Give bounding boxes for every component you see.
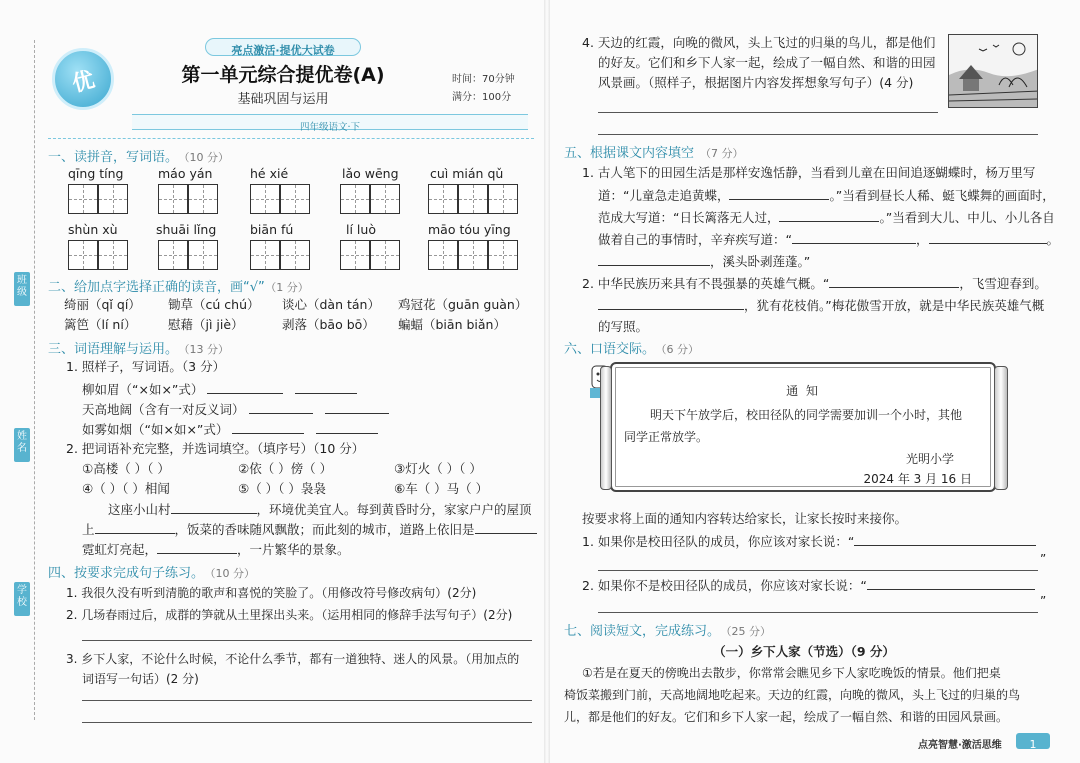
page-title: 第一单元综合提优卷(A) <box>181 64 385 86</box>
answer-blank[interactable] <box>779 208 879 222</box>
side-label-school: 学校 <box>14 582 30 616</box>
section-7-points: （25 分） <box>726 625 772 638</box>
close-quote: ” <box>1040 552 1047 566</box>
para-text: ，一片繁华的景象。 <box>237 542 350 557</box>
header-divider <box>48 138 534 139</box>
answer-box[interactable] <box>68 240 98 270</box>
q5-2-line1 <box>582 274 1047 293</box>
section-6-points: （6 分） <box>661 343 700 356</box>
answer-blank[interactable] <box>929 230 1047 244</box>
q5-text: ，飞雪迎春到。 <box>959 276 1047 291</box>
answer-blank[interactable] <box>295 380 357 394</box>
q6-1 <box>582 532 1036 551</box>
reading-para-line1: ①若是在夏天的傍晚出去散步，你常常会瞧见乡下人家吃晚饭的情景。他们把桌 <box>582 666 1001 680</box>
section-4-points: （10 分） <box>210 567 256 580</box>
answer-blank[interactable] <box>598 296 744 310</box>
answer-box[interactable] <box>370 184 400 214</box>
q3-1b-text: 天高地阔（含有一对反义词） <box>82 402 245 417</box>
notice-line1: 明天下午放学后，校田径队的同学需要加训一个小时，其他 <box>650 408 963 422</box>
q5-text: 。”当看到昼长人稀、蜓飞蝶舞的画面时， <box>829 188 1055 203</box>
answer-blank[interactable] <box>325 400 389 414</box>
answer-blank[interactable] <box>792 230 916 244</box>
q3-paragraph-line2 <box>82 520 537 539</box>
answer-line[interactable] <box>598 612 1038 613</box>
answer-box[interactable] <box>158 240 188 270</box>
answer-blank[interactable] <box>854 532 1036 546</box>
answer-blank[interactable] <box>249 400 313 414</box>
pinyin-7: shuāi lǐng <box>156 222 217 237</box>
page-number-text: 1 <box>1029 738 1037 751</box>
word-option: ②依（ ）傍（ ） <box>238 461 333 476</box>
q3-2-prompt: 2. 把词语补充完整，并选词填空。（填序号）（10 分） <box>66 441 365 456</box>
reading-option[interactable]: 慰藉（jì jiè） <box>168 317 244 332</box>
section-2-heading: 二、给加点字选择正确的读音，画“√” <box>48 280 265 295</box>
q3-1a-text: 柳如眉（“×如×”式） <box>82 382 204 397</box>
q3-1c-text: 如雾如烟（“如×如×”式） <box>82 422 229 437</box>
answer-box[interactable] <box>280 240 310 270</box>
answer-box[interactable] <box>488 240 518 270</box>
badge-text: 优 <box>69 67 98 98</box>
q5-text: 道：“儿童急走追黄蝶， <box>598 188 730 203</box>
answer-blank[interactable] <box>95 520 175 534</box>
right-q4-line2: 的好友。它们和乡下人家一起，绘成了一幅自然、和谐的田园 <box>598 55 936 70</box>
reading-option[interactable]: 绮丽（qǐ qí） <box>64 297 141 312</box>
answer-box[interactable] <box>158 184 188 214</box>
pinyin-9: lí luò <box>346 222 376 237</box>
q5-text: ，溪头卧剥莲蓬。” <box>710 254 811 269</box>
section-6-title <box>564 338 699 357</box>
grade-text: 四年级语文·下 <box>299 122 361 133</box>
q5-1-line1: 1. 古人笔下的田园生活是那样安逸恬静，当看到儿童在田间追逐蝴蝶时，杨万里写 <box>582 165 1036 180</box>
answer-box[interactable] <box>458 240 488 270</box>
section-2-title <box>48 276 309 295</box>
scroll-rod-left <box>600 366 612 490</box>
answer-box[interactable] <box>488 184 518 214</box>
q5-text: 做着自己的事情时，辛弃疾写道：“ <box>598 232 792 247</box>
section-7-title <box>564 620 771 639</box>
q5-text: 范成大写道：“日长篱落无人过， <box>598 210 780 225</box>
answer-blank[interactable] <box>475 520 537 534</box>
section-7-heading: 七、阅读短文，完成练习。 <box>564 624 721 639</box>
notice-scroll <box>610 362 996 492</box>
section-6-heading: 六、口语交际。 <box>564 342 656 357</box>
pinyin-5: cuì mián qǔ <box>430 166 504 181</box>
section-4-title <box>48 562 255 581</box>
score-label: 满分：100分 <box>452 92 512 103</box>
q3-1-prompt: 1. 照样子，写词语。（3 分） <box>66 359 226 374</box>
notice-line2: 同学正常放学。 <box>624 430 709 444</box>
countryside-illustration <box>949 35 1038 108</box>
answer-line[interactable] <box>598 134 1038 135</box>
scroll-rod-right <box>994 366 1008 490</box>
q5-text: 。”当看到大儿、中儿、小儿各自 <box>879 210 1055 225</box>
q5-2-line3: 的写照。 <box>598 319 649 334</box>
answer-blank[interactable] <box>729 186 829 200</box>
pinyin-4: lǎo wēng <box>342 166 399 181</box>
notice-title: 通 知 <box>786 384 820 398</box>
answer-box[interactable] <box>98 240 128 270</box>
notice-sign: 光明小学 <box>905 452 954 466</box>
answer-blank[interactable] <box>316 420 378 434</box>
section-3-title <box>48 338 229 357</box>
q5-1-line5 <box>598 252 810 271</box>
section-4-heading: 四、按要求完成句子练习。 <box>48 566 205 581</box>
q4-3-line2: 词语写一句话）(2 分) <box>82 672 199 686</box>
q6-instruction: 按要求将上面的通知内容转达给家长，让家长按时来接你。 <box>582 511 908 526</box>
answer-box[interactable] <box>188 184 218 214</box>
answer-box[interactable] <box>68 184 98 214</box>
section-1-points: （10 分） <box>184 151 230 164</box>
section-5-title <box>564 142 744 161</box>
page-fold <box>544 0 550 763</box>
q5-1-line4: 做着自己的事情时，辛弃疾写道：“ ， 。 <box>598 232 1060 247</box>
answer-blank[interactable] <box>598 252 710 266</box>
section-5-points: （7 分） <box>700 147 744 160</box>
notice-date: 2024 年 3 月 16 日 <box>863 472 972 486</box>
section-3-heading: 三、词语理解与运用。 <box>48 342 179 357</box>
reading-option[interactable]: 锄草（cú chú） <box>168 297 260 312</box>
q3-1a <box>82 380 357 399</box>
pinyin-6: shùn xù <box>68 222 118 237</box>
footer-brand: 点亮智慧·激活思维 <box>918 740 1002 751</box>
reading-option[interactable]: 蝙蝠（biān biǎn） <box>398 317 506 332</box>
para-text: ，环境优美宜人。每到黄昏时分，家家户户的屋顶 <box>256 502 532 517</box>
q3-1c <box>82 420 378 439</box>
section-3-points: （13 分） <box>184 343 230 356</box>
reading-option[interactable]: 剥落（bāo bō） <box>282 317 375 332</box>
answer-line[interactable] <box>82 700 532 701</box>
q5-2-line2 <box>598 296 1044 315</box>
grade-bar <box>132 114 528 133</box>
para-text: 霓虹灯亮起， <box>82 542 158 557</box>
countryside-picture <box>948 34 1038 108</box>
answer-box[interactable] <box>458 184 488 214</box>
reading-para-line3: 儿，都是他们的好友。它们和乡下人家一起，绘成了一幅自然、和谐的田园风景画。 <box>564 710 1009 724</box>
answer-box[interactable] <box>340 184 370 214</box>
answer-box[interactable] <box>188 240 218 270</box>
section-5-heading: 五、根据课文内容填空 <box>564 146 695 161</box>
answer-line[interactable] <box>598 570 1038 571</box>
answer-line[interactable] <box>82 640 532 641</box>
time-label: 时间：70分钟 <box>452 74 515 85</box>
page-number <box>1016 733 1050 749</box>
pinyin-10: māo tóu yīng <box>428 222 511 237</box>
right-q4-line3: 风景画。（照样子，根据图片内容发挥想象写句子）(4 分) <box>598 75 914 90</box>
close-quote: ” <box>1040 594 1047 608</box>
side-label-name: 姓名 <box>14 428 30 462</box>
q4-1: 1. 我很久没有听到清脆的歌声和喜悦的笑脸了。（用修改符号修改病句）(2分) <box>66 586 477 600</box>
q3-paragraph-line3 <box>82 540 350 559</box>
section-1-title <box>48 146 229 165</box>
right-q4-line1: 4. 天边的红霞，向晚的微风，头上飞过的归巢的鸟儿，都是他们 <box>582 35 936 50</box>
answer-blank[interactable] <box>232 420 304 434</box>
para-text: ，饭菜的香味随风飘散；而此刻的城市，道路上依旧是 <box>174 522 475 537</box>
q4-2: 2. 几场春雨过后，成群的笋就从土里探出头来。（运用相同的修辞手法写句子）(2分) <box>66 608 513 622</box>
section-1-heading: 一、读拼音，写词语。 <box>48 150 179 165</box>
reading-option[interactable]: 篱笆（lí ní） <box>64 317 137 332</box>
side-label-class: 班级 <box>14 272 30 306</box>
pinyin-2: máo yán <box>158 166 213 181</box>
word-option: ⑥车（ ）马（ ） <box>394 481 489 496</box>
reading-para-line2: 椅饭菜搬到门前，天高地阔地吃起来。天边的红霞，向晚的微风，头上飞过的归巢的鸟 <box>564 688 1021 702</box>
word-option: ③灯火（ ）（ ） <box>394 461 482 476</box>
word-option: ④（ ）（ ）相闻 <box>82 481 170 496</box>
answer-box[interactable] <box>280 184 310 214</box>
q3-paragraph-line1 <box>108 500 532 519</box>
answer-blank[interactable] <box>157 540 237 554</box>
section-2-points: （1 分） <box>270 281 309 294</box>
q6-text: 2. 如果你不是校田径队的成员，你应该对家长说：“ <box>582 578 867 593</box>
answer-box[interactable] <box>250 240 280 270</box>
reading-subtitle: （一）乡下人家（节选）（9 分） <box>713 644 895 659</box>
pinyin-3: hé xié <box>250 166 289 181</box>
answer-box[interactable] <box>428 184 458 214</box>
answer-blank[interactable] <box>829 274 959 288</box>
pinyin-1: qīng tíng <box>68 166 124 181</box>
pinyin-8: biān fú <box>250 222 294 237</box>
binding-line <box>34 40 35 720</box>
answer-box[interactable] <box>428 240 458 270</box>
word-option: ⑤（ ）（ ）袅袅 <box>238 481 326 496</box>
q5-text: ，犹有花枝俏。”梅花傲雪开放，就是中华民族英雄气概 <box>744 298 1045 313</box>
answer-box[interactable] <box>340 240 370 270</box>
header-badge <box>52 48 114 110</box>
banner-text: 亮点激活·提优大试卷 <box>231 44 335 57</box>
answer-box[interactable] <box>98 184 128 214</box>
q5-1-line3 <box>598 208 1055 227</box>
banner-pill <box>205 38 361 56</box>
word-option: ①高楼（ ）（ ） <box>82 461 170 476</box>
q5-text: 2. 中华民族历来具有不畏强暴的英雄气概。“ <box>582 276 830 291</box>
answer-box[interactable] <box>250 184 280 214</box>
reading-option[interactable]: 鸡冠花（guān guàn） <box>398 297 528 312</box>
answer-blank[interactable] <box>867 576 1035 590</box>
page-subtitle: 基础巩固与运用 <box>237 92 329 107</box>
q3-1b <box>82 400 389 419</box>
q4-3-line1: 3. 乡下人家，不论什么时候，不论什么季节，都有一道独特、迷人的风景。（用加点的 <box>66 652 520 666</box>
answer-line[interactable] <box>82 722 532 723</box>
q6-text: 1. 如果你是校田径队的成员，你应该对家长说：“ <box>582 534 855 549</box>
answer-blank[interactable] <box>207 380 283 394</box>
reading-option[interactable]: 谈心（dàn tán） <box>282 297 380 312</box>
para-text: 这座小山村 <box>108 502 171 517</box>
q6-2 <box>582 576 1035 595</box>
para-text: 上 <box>82 522 95 537</box>
answer-box[interactable] <box>370 240 400 270</box>
q5-1-line2 <box>598 186 1055 205</box>
answer-line[interactable] <box>598 112 938 113</box>
answer-blank[interactable] <box>171 500 257 514</box>
